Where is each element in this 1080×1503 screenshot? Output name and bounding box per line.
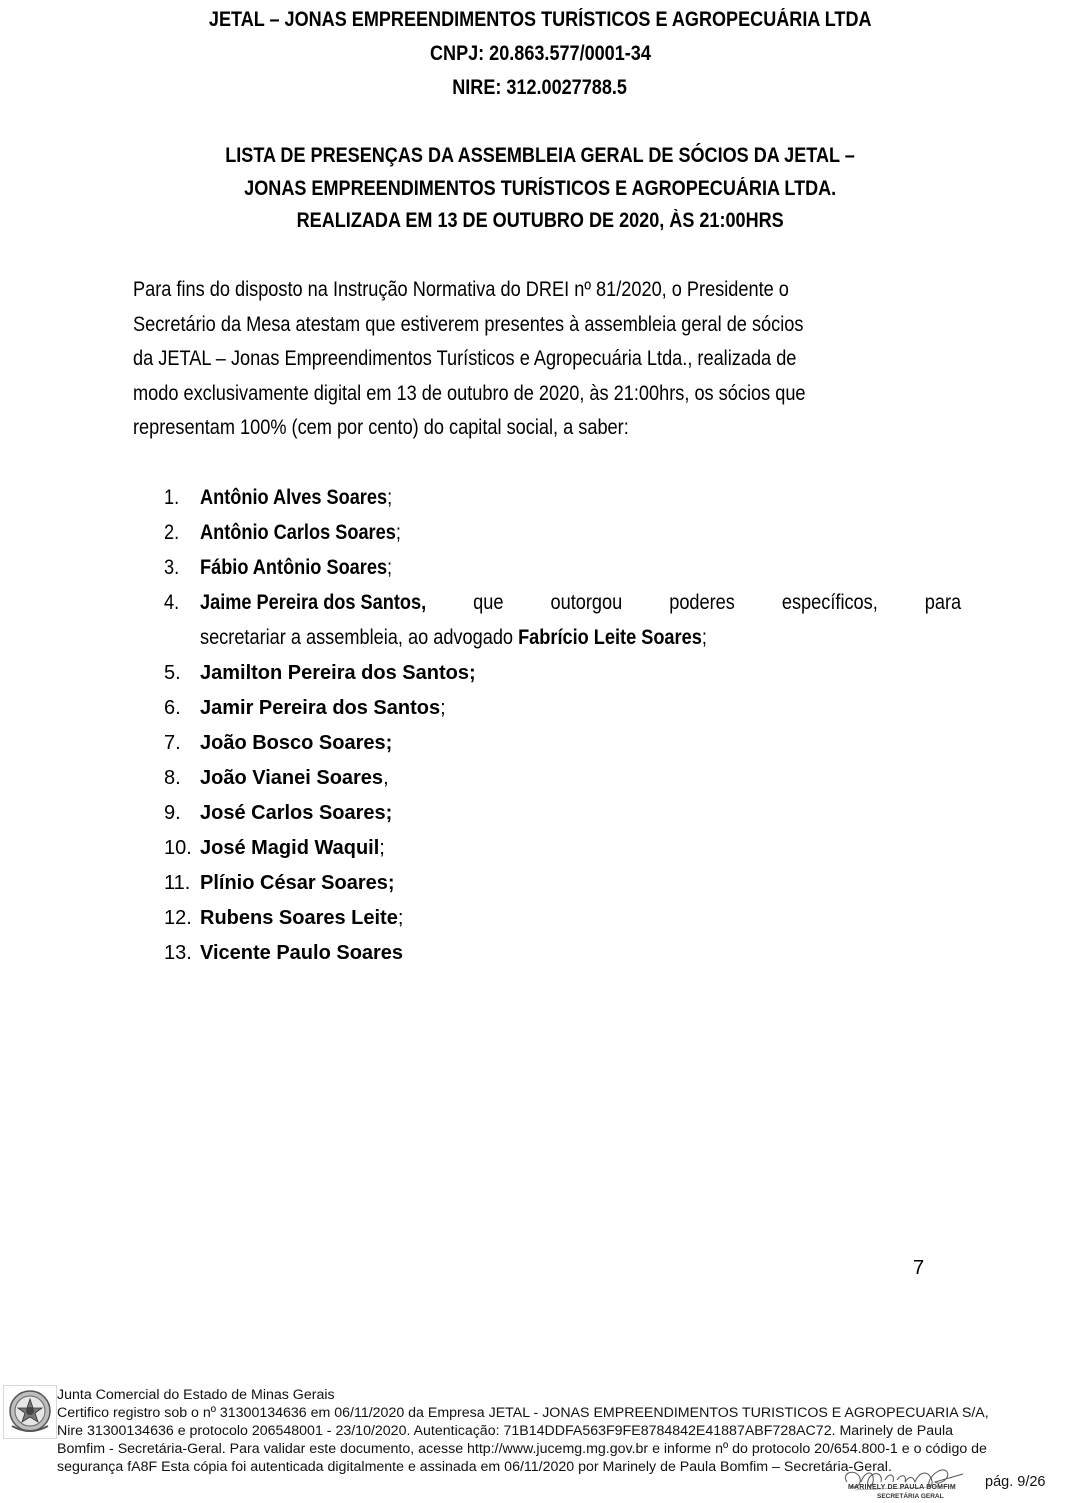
paragraph-line: [133, 342, 926, 377]
attendee-name: José Carlos Soares;: [200, 802, 393, 824]
list-item-continuation: [164, 624, 926, 659]
list-number: 10.: [164, 837, 192, 859]
title-line-1-text: LISTA DE PRESENÇAS DA ASSEMBLEIA GERAL DE SÓCIOS DA JETAL –: [225, 144, 855, 167]
nire-text: NIRE: 312.0027788.5: [452, 76, 628, 99]
attendee-name: Fábio Antônio Soares: [200, 556, 388, 579]
list-item: [164, 484, 926, 519]
list-text: [200, 554, 392, 582]
coat-of-arms-seal-icon: [3, 1385, 57, 1439]
punctuation: ;: [387, 556, 393, 579]
paragraph-line-text: modo exclusivamente digital em 13 de outubro de 2020, às 21:00hrs, os sócios que: [133, 381, 806, 405]
list-item: [164, 659, 926, 694]
attendee-name: Jaime Pereira dos Santos,: [200, 591, 427, 614]
title-line-3-text: REALIZADA EM 13 DE OUTUBRO DE 2020, ÀS 21:00HRS: [296, 209, 784, 232]
paragraph-line-text: representam 100% (cem por cento) do capital social, a saber:: [133, 416, 629, 439]
footer-line: Bomfim - Secretária-Geral. Para validar este documento, acesse http://www.jucemg.mg.gov.br e informe nº do protocolo 20/654.800-1 e o código de: [57, 1441, 987, 1457]
title-line-2: [0, 177, 1080, 201]
list-item: [164, 694, 926, 729]
cnpj: [0, 42, 1080, 66]
list-text: [200, 484, 392, 512]
continuation-text: secretariar a assembleia, ao advogado: [200, 626, 519, 649]
page-number: 7: [913, 1257, 925, 1279]
list-item: [164, 764, 926, 799]
title-line-2-text: JONAS EMPREENDIMENTOS TURÍSTICOS E AGROPECUÁRIA LTDA.: [243, 177, 837, 200]
punctuation: ;: [397, 907, 404, 929]
word: específicos,: [781, 591, 878, 614]
list-number: 8.: [164, 767, 181, 789]
paragraph-line-text: da JETAL – Jonas Empreendimentos Turísticos e Agropecuária Ltda., realizada de: [133, 347, 797, 370]
attendee-name: Plínio César Soares;: [200, 872, 395, 894]
list-text: [200, 519, 401, 547]
list-text: [200, 729, 392, 757]
list-text: [200, 694, 446, 722]
paragraph-line: [133, 411, 926, 446]
punctuation: ;: [701, 626, 707, 649]
punctuation: ;: [387, 486, 393, 509]
punctuation: ;: [440, 697, 446, 719]
list-text: [200, 834, 385, 862]
word: outorgou: [550, 591, 623, 614]
list-item: [164, 834, 926, 869]
list-text: [200, 659, 476, 687]
list-item: [164, 729, 926, 764]
attendee-name: Rubens Soares Leite: [200, 907, 398, 929]
list-item: [164, 589, 962, 624]
list-number: 12.: [164, 907, 192, 929]
attendee-name: João Vianei Soares: [200, 767, 384, 789]
list-text: [200, 799, 392, 827]
attendee-name: Vicente Paulo Soares: [200, 942, 404, 964]
list-number: 9.: [164, 802, 181, 824]
list-number: 3.: [164, 556, 180, 579]
page-of-total: pág. 9/26: [985, 1474, 1046, 1490]
attendee-name: Jamir Pereira dos Santos: [200, 697, 441, 719]
list-text: [200, 764, 389, 792]
attendee-name: Antônio Alves Soares: [200, 486, 388, 509]
lawyer-name: Fabrício Leite Soares: [518, 626, 702, 649]
list-item: [164, 519, 926, 554]
list-number: 13.: [164, 942, 192, 964]
attendee-name: Antônio Carlos Soares: [200, 521, 396, 544]
title-line-3: [0, 209, 1080, 233]
list-item: [164, 554, 926, 589]
attendee-name: João Bosco Soares;: [200, 732, 393, 754]
list-text: [200, 939, 403, 967]
attendee-name: José Magid Waquil: [200, 837, 380, 859]
company-name: [0, 8, 1080, 32]
list-text: [200, 904, 403, 932]
attendee-list: [164, 484, 962, 974]
intro-paragraph: [133, 273, 926, 446]
list-text: [200, 624, 707, 652]
paragraph-line-text: Secretário da Mesa atestam que estiverem presentes à assembleia geral de sócios: [133, 312, 804, 336]
footer-line: Junta Comercial do Estado de Minas Gerais: [57, 1387, 335, 1403]
paragraph-line: [133, 377, 926, 412]
footer-line: Certifico registro sob o nº 31300134636 em 06/11/2020 da Empresa JETAL - JONAS EMPREENDIMENTOS TURISTICOS E AGROPECUARIA S/A,: [57, 1405, 989, 1421]
list-text: [200, 589, 961, 617]
list-number: 6.: [164, 697, 181, 719]
title-line-1: [0, 144, 1080, 168]
paragraph-line: [133, 308, 926, 343]
attendee-name: Jamilton Pereira dos Santos;: [200, 662, 476, 684]
list-number: 11.: [164, 872, 191, 894]
company-name-text: JETAL – JONAS EMPREENDIMENTOS TURÍSTICOS E AGROPECUÁRIA LTDA: [208, 8, 872, 31]
word: que: [473, 591, 504, 614]
nire: [0, 76, 1080, 100]
word: poderes: [669, 591, 735, 614]
list-text: [200, 869, 395, 897]
word: para: [924, 591, 962, 614]
footer-line: Nire 31300134636 e protocolo 206548001 - 23/10/2020. Autenticação: 71B14DDFA563F9FE8784842E41887ABF728AC72. Marinely de Paula: [57, 1423, 954, 1439]
punctuation: ;: [379, 837, 385, 859]
signature-role: SECRETÁRIA GERAL: [877, 1493, 944, 1500]
list-item: [164, 939, 926, 974]
paragraph-line: [133, 273, 926, 308]
cnpj-text: CNPJ: 20.863.577/0001-34: [429, 42, 651, 65]
punctuation: ;: [395, 521, 401, 544]
list-item: [164, 869, 926, 904]
footer-line: segurança fA8F Esta cópia foi autenticada digitalmente e assinada em 06/11/2020 por Marinely de Paula Bomfim – Secretária-Geral.: [57, 1459, 892, 1475]
signature-name: MARINELY DE PAULA BOMFIM: [848, 1484, 956, 1491]
paragraph-line-text: Para fins do disposto na Instrução Normativa do DREI nº 81/2020, o Presidente o: [133, 278, 789, 301]
list-number: 2.: [164, 521, 180, 544]
list-number: 7.: [164, 732, 181, 754]
list-item: [164, 799, 926, 834]
list-number: 4.: [164, 591, 180, 614]
list-number: 1.: [164, 486, 180, 509]
list-number: 5.: [164, 662, 181, 684]
punctuation: ,: [383, 767, 389, 789]
list-item: [164, 904, 926, 939]
